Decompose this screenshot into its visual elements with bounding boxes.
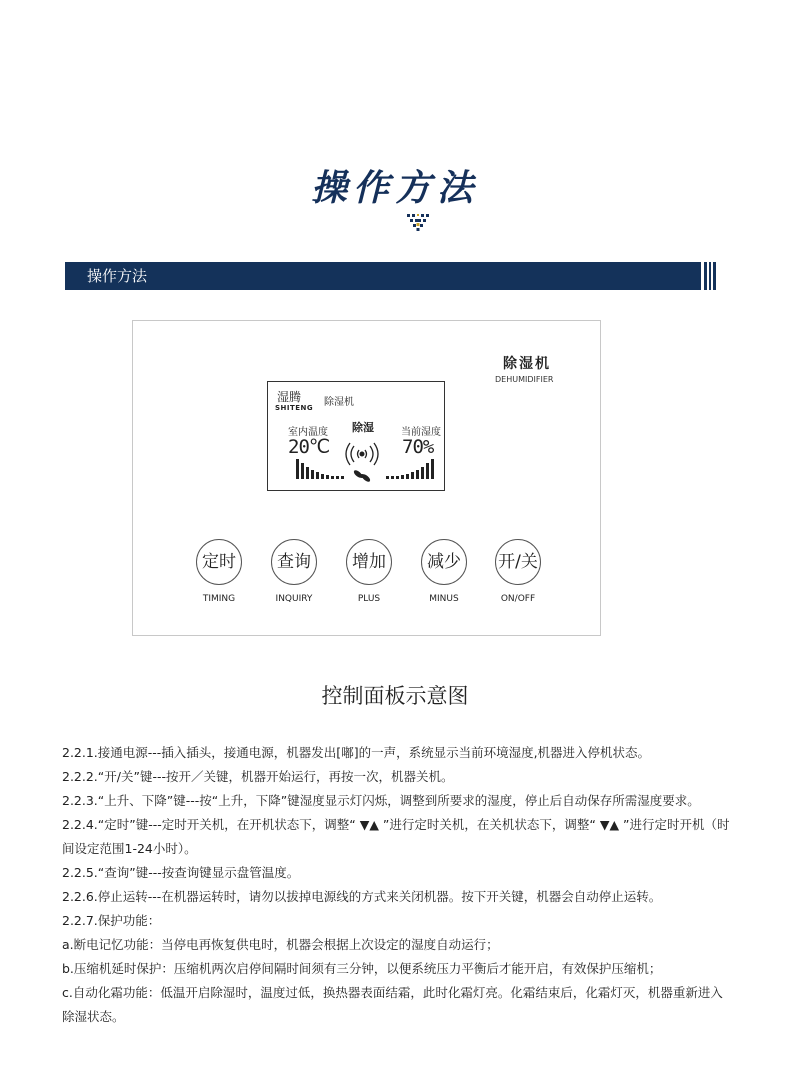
- current-humidity-label: 当前湿度: [401, 427, 441, 438]
- list-item: 2.2.5.“查询”键---按查询键显示盘管温度。: [62, 865, 300, 880]
- inquiry-button-label: INQUIRY: [275, 594, 313, 604]
- brand-name-en: DEHUMIDIFIER: [495, 375, 554, 384]
- humidity-level-bars: [384, 457, 436, 479]
- humidity-value: 70%: [402, 436, 434, 458]
- control-panel-diagram: [132, 320, 601, 636]
- list-item: 2.2.4.“定时”键---定时开关机，在开机状态下，调整“ ▼▲ ”进行定时关机，在关机状态下，调整“ ▼▲ ”进行定时开机（时间设定范围1-24小时）。: [62, 817, 730, 856]
- power-button-label: ON/OFF: [500, 594, 536, 604]
- list-item: 2.2.3.“上升、下降”键---按“上升，下降”键湿度显示灯闪烁，调整到所要求的湿度，停止后自动保存所需湿度要求。: [62, 793, 700, 808]
- mode-label: 除湿: [352, 421, 374, 434]
- minus-button-label: MINUS: [429, 594, 459, 604]
- list-item: a.断电记忆功能：当停电再恢复供电时，机器会根据上次设定的湿度自动运行；: [62, 937, 499, 952]
- instruction-list: [62, 741, 734, 1029]
- temperature-level-bars: [296, 457, 348, 479]
- brand-name: 除湿机: [503, 356, 551, 372]
- inquiry-button[interactable]: 查询: [271, 539, 317, 585]
- timing-button[interactable]: 定时: [196, 539, 242, 585]
- diagram-caption: 控制面板示意图: [321, 684, 469, 708]
- display-model: 除湿机: [324, 397, 354, 408]
- fan-icon: [342, 438, 382, 484]
- list-item: 2.2.6.停止运转---在机器运转时，请勿以拔掉电源线的方式来关闭机器。按下开关键，机器会自动停止运转。: [62, 889, 662, 904]
- list-item: b.压缩机延时保护：压缩机两次启停间隔时间须有三分钟，以便系统压力平衡后才能开启，有效保护压缩机；: [62, 961, 662, 976]
- plus-button-label: PLUS: [357, 594, 381, 604]
- logo-en: SHITENG: [275, 404, 314, 412]
- section-header-stripes: [704, 262, 718, 290]
- power-button[interactable]: 开/关: [495, 539, 541, 585]
- list-item: c.自动化霜功能：低温开启除湿时，温度过低，换热器表面结霜，此时化霜灯亮。化霜结束后，化霜灯灭，机器重新进入除湿状态。: [62, 985, 723, 1024]
- page-title: 操作方法: [310, 168, 479, 209]
- list-item: 2.2.1.接通电源---插入插头，接通电源，机器发出[嘟]的一声，系统显示当前环境湿度,机器进入停机状态。: [62, 745, 651, 760]
- chevron-down-icon: [407, 214, 429, 234]
- list-item: 2.2.2.“开/关”键---按开／关键，机器开始运行，再按一次，机器关机。: [62, 769, 454, 784]
- indoor-temp-label: 室内温度: [288, 427, 328, 438]
- logo: 湿腾: [277, 390, 302, 404]
- list-item: 2.2.7.保护功能：: [62, 913, 161, 928]
- lcd-display: [267, 381, 445, 491]
- temperature-value: 20℃: [288, 436, 330, 458]
- plus-button[interactable]: 增加: [346, 539, 392, 585]
- minus-button[interactable]: 减少: [421, 539, 467, 585]
- section-header: 操作方法: [65, 262, 701, 290]
- timing-button-label: TIMING: [202, 594, 236, 604]
